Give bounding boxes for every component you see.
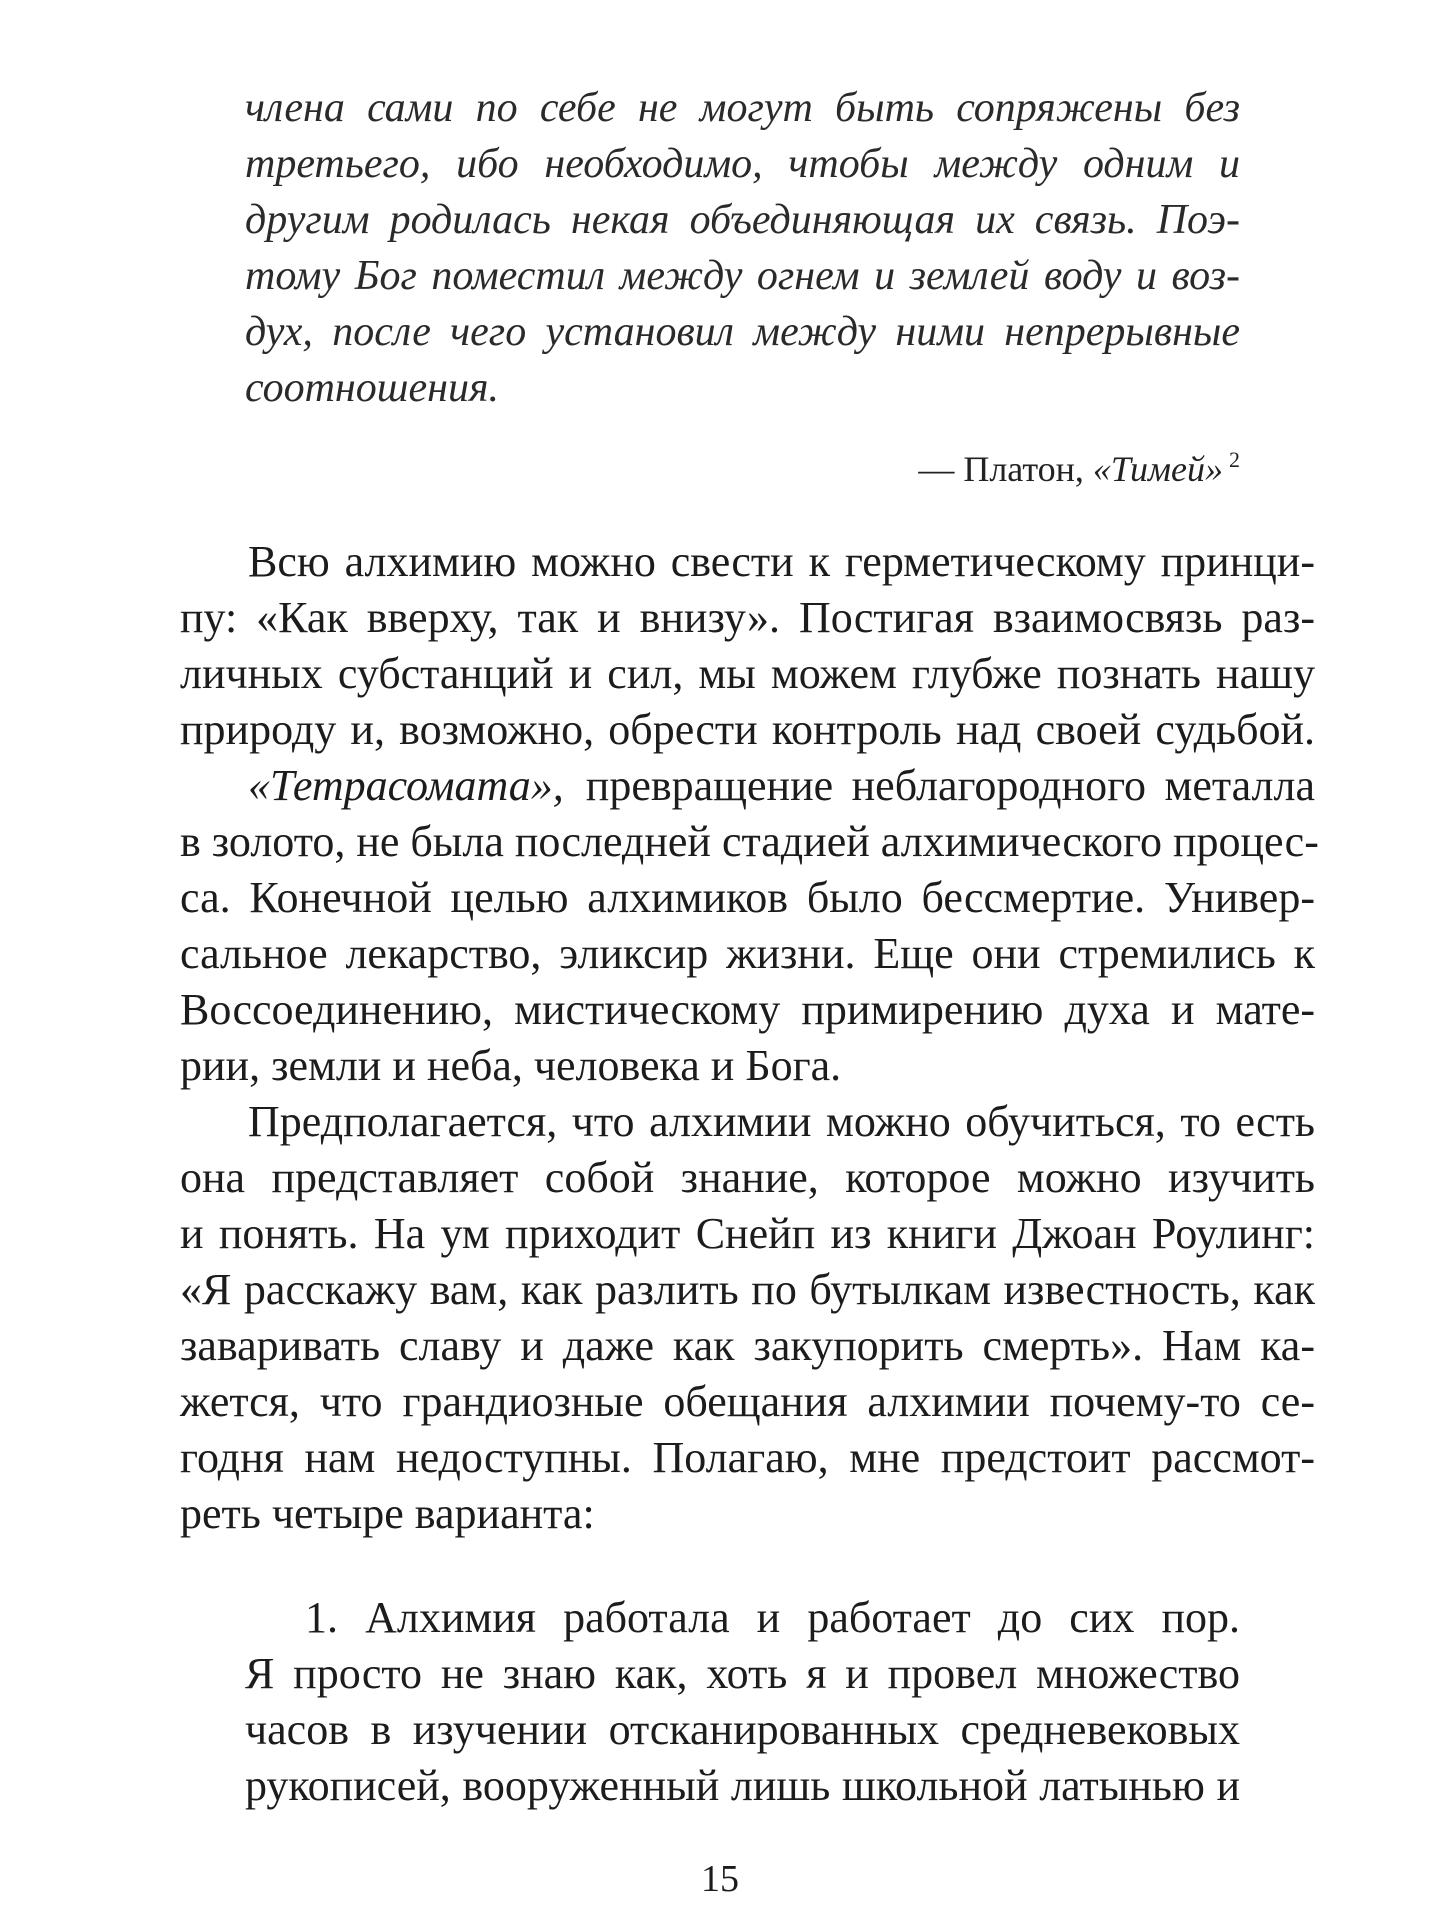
tetrasomata-term: «Тетрасомата», xyxy=(248,761,564,810)
body-line: личных субстанций и сил, мы можем глубже познать нашу xyxy=(180,649,1315,698)
body-line: заваривать славу и даже как закупорить смерть». Нам ка- xyxy=(180,1321,1315,1370)
footnote-reference[interactable]: 2 xyxy=(1229,447,1240,472)
epigraph-attribution xyxy=(918,432,1240,497)
body-line: годня нам недоступны. Полагаю, мне предстоит рассмот- xyxy=(180,1433,1315,1482)
body-line: са. Конечной целью алхимиков было бессмертие. Универ- xyxy=(180,873,1315,922)
body-line: превращение неблагородного металла xyxy=(585,761,1315,810)
body-line: природу и, возможно, обрести контроль над своей судьбой. xyxy=(180,705,1315,754)
epigraph-line: члена сами по себе не могут быть сопряжены без xyxy=(245,85,1240,131)
body-line: Воссоединению, мистическому примирению духа и мате- xyxy=(180,985,1315,1034)
page-number: 15 xyxy=(701,1858,739,1900)
attribution-work-title: «Тимей» xyxy=(1092,449,1223,489)
list-item-line: рукописей, вооруженный лишь школьной латынью и xyxy=(245,1761,1240,1810)
list-item-line: Я просто не знаю как, хоть я и провел множество xyxy=(245,1649,1240,1698)
epigraph-line: дух, после чего установил между ними непрерывные xyxy=(245,309,1240,355)
body-line: реть четыре варианта: xyxy=(180,1489,595,1538)
body-line: и понять. На ум приходит Снейп из книги Джоан Роулинг: xyxy=(180,1209,1315,1258)
epigraph-line: третьего, ибо необходимо, чтобы между одним и xyxy=(245,141,1240,187)
body-line: Предполагается, что алхимии можно обучиться, то есть xyxy=(248,1097,1315,1146)
body-line: жется, что грандиозные обещания алхимии почему-то се- xyxy=(180,1377,1315,1426)
epigraph-line: соотношения. xyxy=(245,365,499,411)
epigraph-line: тому Бог поместил между огнем и землей воду и воз- xyxy=(245,253,1240,299)
body-line: она представляет собой знание, которое можно изучить xyxy=(180,1153,1315,1202)
attribution-author: — Платон, xyxy=(918,449,1084,489)
body-line: рии, земли и неба, человека и Бога. xyxy=(180,1041,842,1090)
body-line: «Я расскажу вам, как разлить по бутылкам известность, как xyxy=(180,1265,1315,1314)
body-line-tetrasomata xyxy=(180,758,1315,814)
body-line: Всю алхимию можно свести к герметическому принци- xyxy=(248,537,1315,586)
list-item-line: часов в изучении отсканированных средневековых xyxy=(245,1705,1240,1754)
body-line: сальное лекарство, эликсир жизни. Еще они стремились к xyxy=(180,929,1315,978)
epigraph-line: другим родилась некая объединяющая их связь. Поэ- xyxy=(245,197,1240,243)
body-line: в золото, не была последней стадией алхимического процес- xyxy=(180,817,1319,866)
list-item-line: 1. Алхимия работала и работает до сих пор. xyxy=(305,1593,1240,1642)
body-line: пу: «Как вверху, так и внизу». Постигая взаимосвязь раз- xyxy=(180,593,1315,642)
